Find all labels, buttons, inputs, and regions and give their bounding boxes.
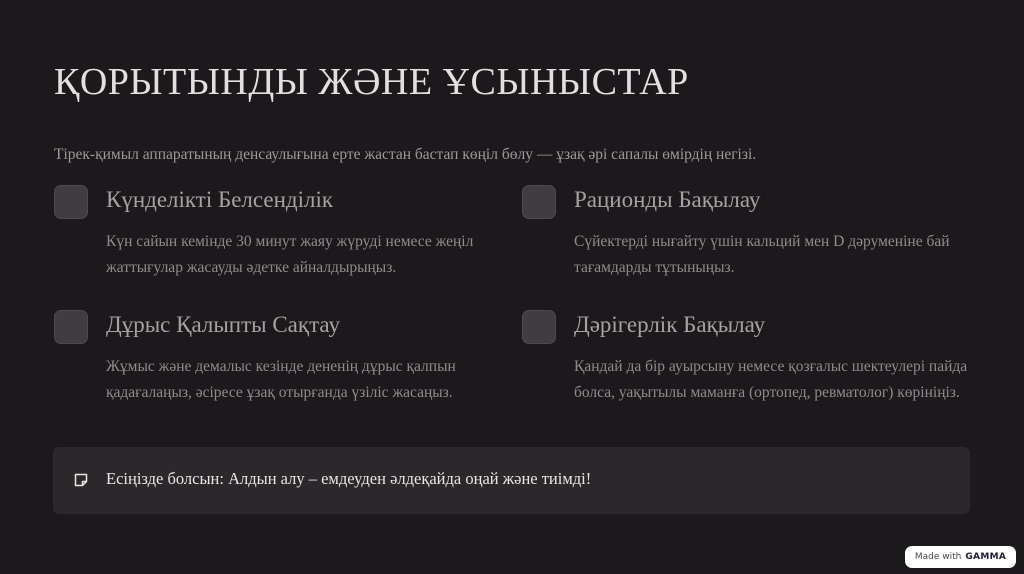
card-title: Дәрігерлік Бақылау — [574, 312, 766, 337]
note-icon — [73, 472, 89, 488]
card-title: Дұрыс Қалыпты Сақтау — [106, 312, 340, 337]
card-description: Жұмыс және демалыс кезінде дененің дұрыс қалпын қадағалаңыз, әсіресе ұзақ отырғанда үзіліс жасаңыз. — [106, 358, 456, 401]
reminder-text: Есіңізде болсын: Алдын алу – емдеуден әлдеқайда оңай және тиімді! — [106, 469, 592, 488]
slide-title: ҚОРЫТЫНДЫ ЖӘНЕ ҰСЫНЫСТАР — [54, 61, 689, 103]
checkbox[interactable] — [522, 310, 556, 344]
card-description: Күн сайын кемінде 30 минут жаяу жүруді немесе жеңіл жаттығулар жасауды әдетке айналдырыңыз. — [106, 233, 474, 276]
card-title: Күнделікті Белсенділік — [106, 187, 334, 212]
card-description: Қандай да бір ауырсыну немесе қозғалыс шектеулері пайда болса, уақытылы маманға (ортопед, ревматолог) көрініңіз. — [574, 358, 968, 401]
card-description: Сүйектерді нығайту үшін кальций мен D дәруменіне бай тағамдарды тұтыныңыз. — [574, 233, 950, 276]
made-with-gamma-badge[interactable] — [905, 546, 1016, 568]
checkbox[interactable] — [54, 310, 88, 344]
slide-subtitle: Тірек-қимыл аппаратының денсаулығына ерте жастан бастап көңіл бөлу — ұзақ әрі сапалы өмірдің негізі. — [54, 146, 757, 163]
checkbox[interactable] — [54, 185, 88, 219]
card-title: Рационды Бақылау — [574, 187, 761, 212]
reminder-callout — [53, 447, 970, 514]
badge-prefix: Made with — [914, 552, 962, 562]
gamma-logo: GAMMA — [965, 552, 1007, 562]
checkbox[interactable] — [522, 185, 556, 219]
